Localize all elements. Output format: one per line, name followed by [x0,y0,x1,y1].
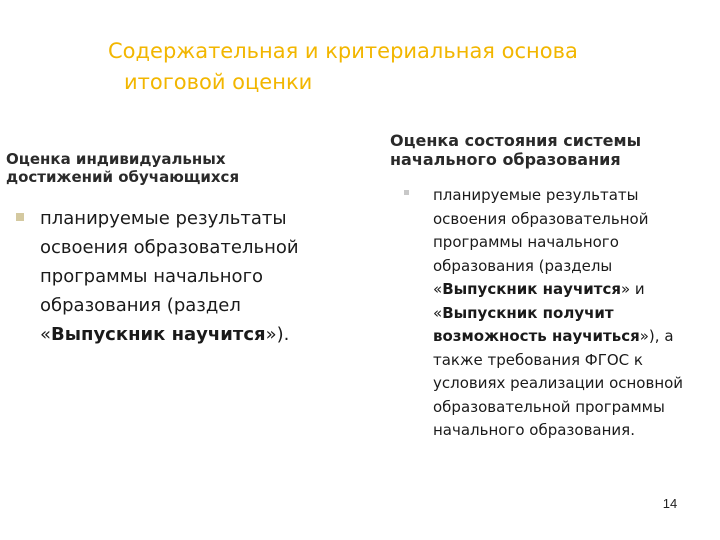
square-bullet-icon [16,213,24,221]
right-bullet-text-middle: » и « [433,280,645,322]
left-bullet-text [40,204,306,349]
left-bullet-bold: Выпускник научится [51,324,266,345]
left-bullet-text-after: »). [265,324,290,345]
right-bullet-list [404,184,716,443]
slide-title [108,36,688,98]
left-bullet-text-before: планируемые результаты освоения образовательной программы начального образования (раздел « [40,208,299,345]
right-bullet-bold-2: Выпускник получит возможность научиться [433,303,640,345]
page-number: 14 [662,496,678,511]
left-bullet-list [16,204,306,349]
left-column-heading: Оценка индивидуальных достижений обучающихся [6,150,240,186]
right-column-heading: Оценка состояния системы начального образования [390,131,642,169]
title-line-2: итоговой оценки [124,70,313,94]
right-bullet-text-after: »), а также требования ФГОС к условиях реализации основной образовательной программы начального образования. [433,327,684,439]
right-bullet-bold-1: Выпускник научится [442,280,621,298]
right-bullet-item [404,184,716,443]
right-bullet-text-before: планируемые результаты освоения образовательной программы начального образования (разделы « [433,186,649,298]
square-bullet-icon [404,190,409,195]
title-line-1: Содержательная и критериальная основа [108,39,578,63]
right-bullet-text [433,184,716,443]
left-bullet-item [16,204,306,349]
